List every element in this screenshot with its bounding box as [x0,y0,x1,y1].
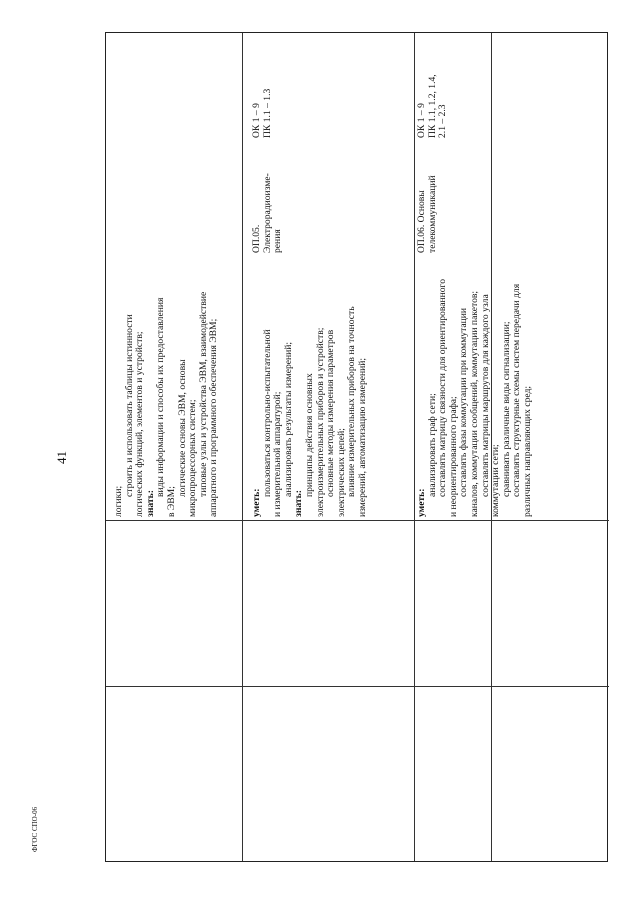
page-number: 41 [54,451,69,464]
row-divider [106,520,609,521]
competency-line: ОК 1 – 9 [251,103,262,138]
content-line: и неориентированного графа; [447,396,459,517]
content-line: аппаратного и программного обеспечения ЭВМ; [208,318,220,517]
content-heading: уметь: [251,488,262,517]
content-line: пользоваться контрольно-испытательной [261,329,273,497]
competency-line: ПК 1.1, 1.2, 1.4, [426,74,438,138]
discipline-line: Электрорадиоизме- [261,173,273,253]
content-line: сравнивать различные виды сигнализации; [500,321,512,497]
competency-line: ПК 1.1 – 1.3 [261,88,273,138]
discipline-line: телекоммуникаций [426,175,438,253]
content-line: различных направляющих сред; [521,385,533,517]
content-heading: знать: [144,490,156,517]
competency-line: ОК 1 – 9 [416,103,427,138]
content-line: каналов, коммутации сообщений, коммутации пакетов; [468,290,480,517]
content-line: основные методы измерения параметров [325,329,337,497]
curriculum-table [105,32,608,862]
content-line: принципы действия основных [303,373,315,497]
content-line: строить и использовать таблицы истинности [123,314,135,497]
content-line: измерений, автоматизацию измерений; [356,357,368,517]
row-divider [106,686,609,687]
content-heading: знать: [293,490,305,517]
content-line: коммутации сети; [490,444,502,517]
row-op05-competencies [252,38,273,138]
row-prev-content [114,37,220,517]
content-line: составлять фазы коммутации при коммутации [458,307,470,497]
column-divider [242,33,243,861]
content-line: и измерительной аппаратурой; [272,391,284,517]
content-line: анализировать граф сети; [426,393,438,497]
content-line: логики; [113,485,124,517]
content-line: влияние измерительных приборов на точность [346,306,358,497]
content-line: логических функций, элементов и устройств; [134,331,146,517]
content-line: составлять структурные схемы систем передачи для [511,283,523,497]
content-line: анализировать результаты измерений; [282,341,294,497]
footer-document-code: ФГОС СПО-06 [31,806,39,852]
content-heading: уметь: [416,488,427,517]
content-line: микропроцессорных систем; [187,399,199,517]
content-line: составлять матрицу связности для ориентированного [437,278,449,497]
content-line: составлять матрицы маршрутов для каждого узла [479,294,491,497]
discipline-line: ОП.05. [251,224,262,253]
row-op06-competencies [417,38,449,138]
content-line: электрических цепей; [335,428,347,517]
column-divider [414,33,415,861]
discipline-line: рения [272,229,284,253]
content-line: виды информации и способы их предоставления [155,297,167,497]
competency-line: 2.1 – 2.3 [437,104,449,138]
content-line: электроизмерительных приборов и устройств; [314,327,326,517]
content-line: логические основы ЭВМ, основы [176,359,188,497]
discipline-line: ОП.06. Основы [416,190,427,253]
content-line: в ЭВМ; [165,486,177,517]
content-line: типовые узлы и устройства ЭВМ, взаимодействие [197,291,209,497]
